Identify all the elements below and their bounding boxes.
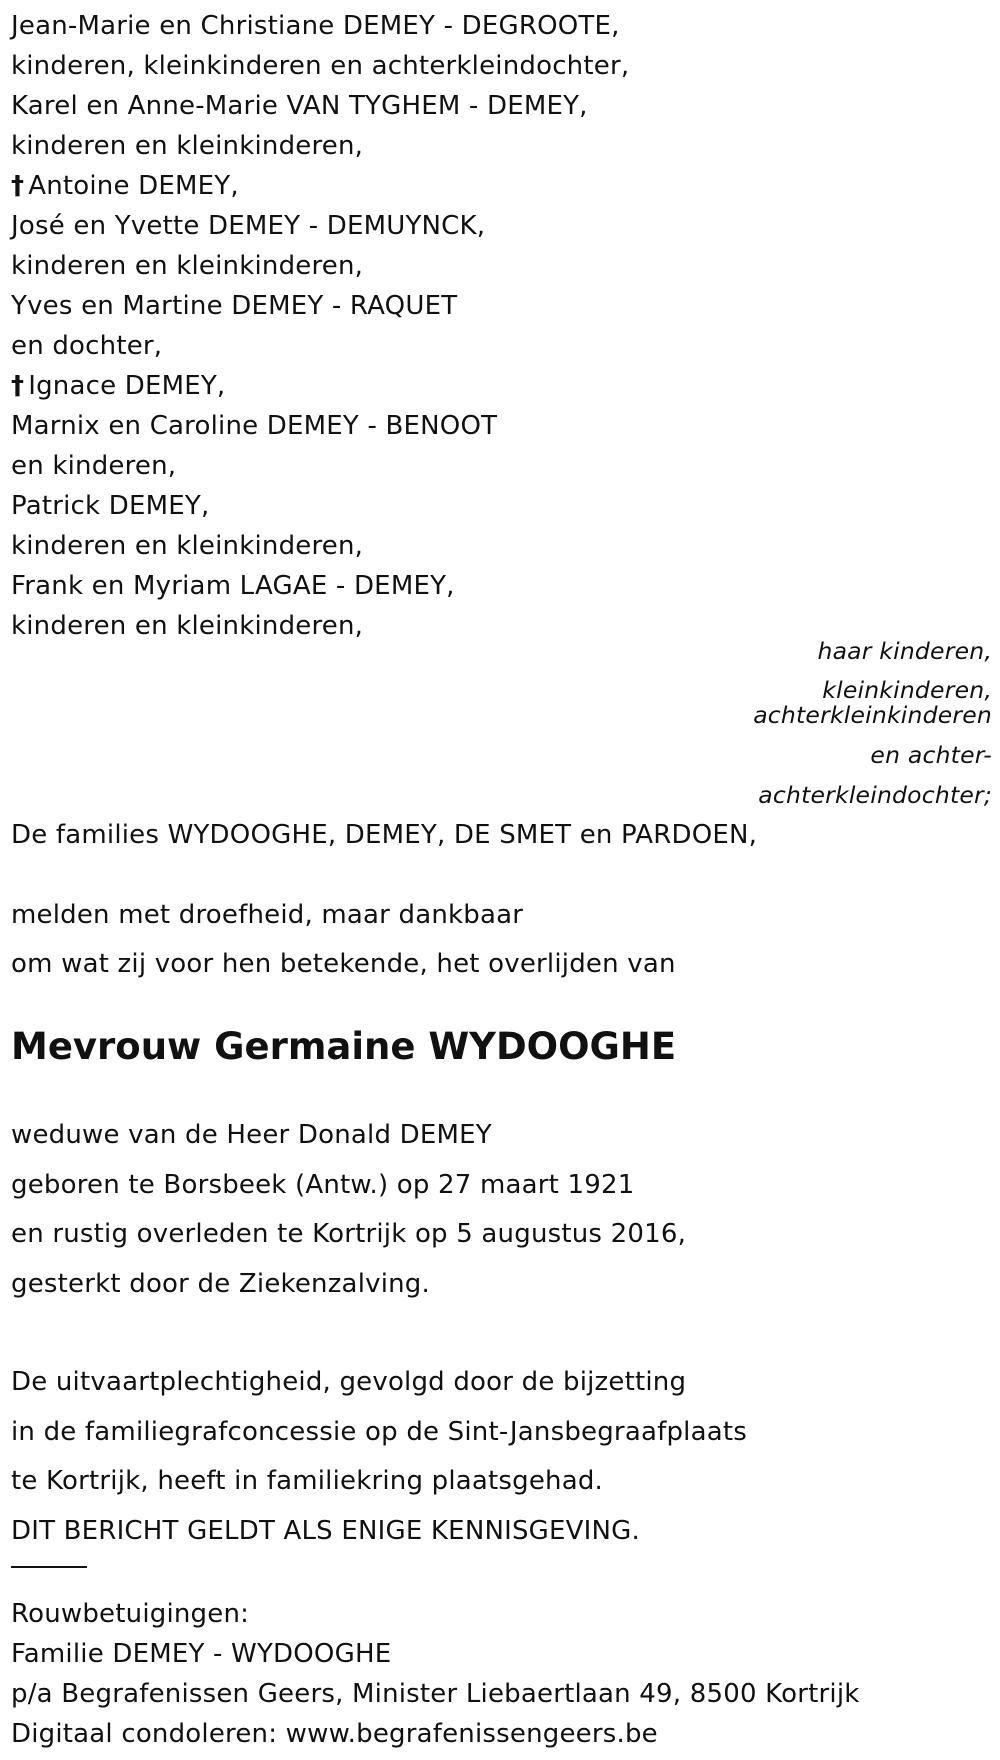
family-line: Karel en Anne-Marie VAN TYGHEM - DEMEY,: [11, 91, 588, 121]
descendants-line: haar kinderen,: [817, 637, 992, 665]
detail-line: geboren te Borsbeek (Antw.) op 27 maart 1921: [11, 1170, 635, 1200]
families-line: De families WYDOOGHE, DEMEY, DE SMET en PARDOEN,: [11, 820, 758, 850]
announce-line: melden met droefheid, maar dankbaar: [11, 900, 524, 930]
contact-website-link[interactable]: Digitaal condoleren: www.begrafenissengeers.be: [11, 1719, 658, 1749]
detail-line: en rustig overleden te Kortrijk op 5 augustus 2016,: [11, 1219, 687, 1249]
family-line: kinderen en kleinkinderen,: [11, 251, 364, 281]
family-line: José en Yvette DEMEY - DEMUYNCK,: [11, 211, 486, 241]
ceremony-line: in de familiegrafconcessie op de Sint-Jansbegraafplaats: [11, 1417, 747, 1447]
deceased-name: Mevrouw Germaine WYDOOGHE: [11, 1025, 677, 1068]
contact-heading: Rouwbetuigingen:: [11, 1599, 250, 1629]
descendants-line: achterkleindochter;: [758, 781, 992, 809]
family-line: Yves en Martine DEMEY - RAQUET: [11, 291, 458, 321]
divider-rule: [11, 1566, 87, 1568]
family-line: Marnix en Caroline DEMEY - BENOOT: [11, 411, 498, 441]
contact-line: Familie DEMEY - WYDOOGHE: [11, 1639, 392, 1669]
descendants-line: en achter-: [870, 741, 992, 769]
announce-line: om wat zij voor hen betekende, het overlijden van: [11, 949, 676, 979]
family-line-deceased: [11, 169, 239, 203]
ceremony-line: DIT BERICHT GELDT ALS ENIGE KENNISGEVING.: [11, 1516, 640, 1546]
contact-address: p/a Begrafenissen Geers, Minister Liebaertlaan 49, 8500 Kortrijk: [11, 1679, 860, 1709]
detail-line: weduwe van de Heer Donald DEMEY: [11, 1120, 492, 1150]
family-line-deceased: [11, 369, 225, 403]
family-line: Patrick DEMEY,: [11, 491, 210, 521]
family-member-name: Antoine DEMEY,: [28, 171, 239, 201]
family-line: en dochter,: [11, 331, 163, 361]
cross-icon: †: [11, 371, 25, 401]
family-line: kinderen en kleinkinderen,: [11, 131, 364, 161]
family-line: en kinderen,: [11, 451, 177, 481]
ceremony-line: De uitvaartplechtigheid, gevolgd door de bijzetting: [11, 1367, 687, 1397]
family-line: kinderen en kleinkinderen,: [11, 531, 364, 561]
descendants-line: kleinkinderen,: [822, 676, 992, 704]
ceremony-line: te Kortrijk, heeft in familiekring plaatsgehad.: [11, 1466, 604, 1496]
family-line: kinderen, kleinkinderen en achterkleindochter,: [11, 51, 630, 81]
family-line: Jean-Marie en Christiane DEMEY - DEGROOTE,: [11, 11, 620, 41]
family-line: kinderen en kleinkinderen,: [11, 611, 364, 641]
detail-line: gesterkt door de Ziekenzalving.: [11, 1269, 430, 1299]
family-member-name: Ignace DEMEY,: [28, 371, 226, 401]
descendants-line: achterkleinkinderen: [753, 701, 992, 729]
family-line: Frank en Myriam LAGAE - DEMEY,: [11, 571, 455, 601]
cross-icon: †: [11, 171, 25, 201]
